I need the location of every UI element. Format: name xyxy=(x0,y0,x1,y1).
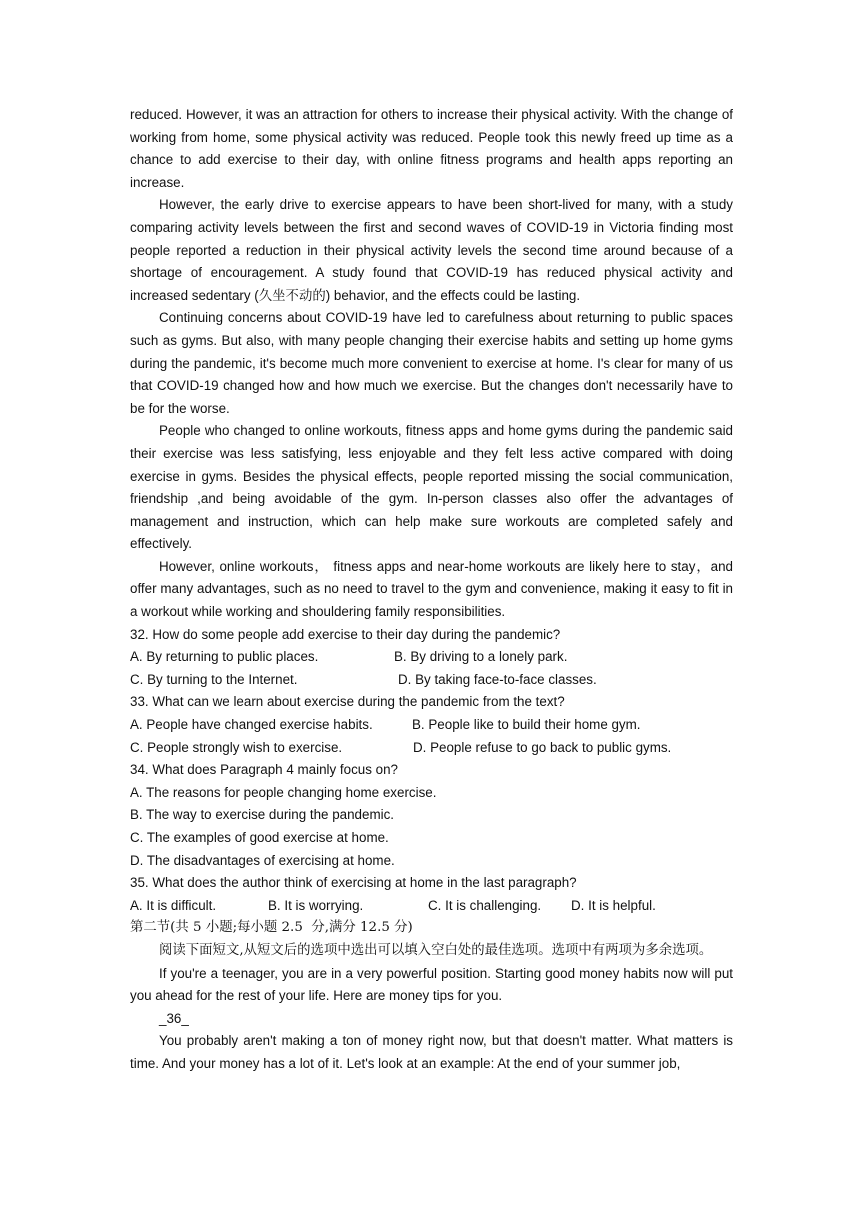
question-35-option-c: C. It is challenging. xyxy=(428,897,542,913)
question-32-stem: 32. How do some people add exercise to their day during the pandemic? xyxy=(130,626,561,642)
question-32-options-row-2 xyxy=(130,669,733,692)
question-33-option-a: A. People have changed exercise habits. xyxy=(130,717,373,733)
question-34-option-b: B. The way to exercise during the pandemic. xyxy=(130,807,394,823)
passage-paragraph-3: Continuing concerns about COVID-19 have led to carefulness about returning to public spaces such as gyms. But also, with many people changing their exercise habits and setting up home gyms during the pandemic, it's become much more convenient to exercise at home. I's clear for many of us that COVID-19 changed how and how much we exercise. But the changes don't necessarily have to be for the worse. xyxy=(130,310,733,416)
passage-paragraph-1: reduced. However, it was an attraction for others to increase their physical activity. With the change of working from home, some physical activity was reduced. People took this newly freed up time as a chance to add exercise to their day, with online fitness programs and health apps reporting an increase. xyxy=(130,107,733,190)
question-33-options-row-2 xyxy=(130,737,733,760)
passage-paragraph-5: However, online workouts， fitness apps and near-home workouts are likely here to stay，and offer many advantages, such as no need to travel to the gym and convenience, making it easy to fit in a workout while working and shouldering family responsibilities. xyxy=(130,558,733,620)
question-32-option-b: B. By driving to a lonely park. xyxy=(394,649,568,665)
passage-paragraph-4: People who changed to online workouts, fitness apps and home gyms during the pandemic said their exercise was less satisfying, less enjoyable and they felt less active compared with doing exercise in gyms. Besides the physical effects, people reported missing the social communication, friendship ,and being avoidable of the gym. In-person classes also offer the advantages of management and instruction, which can help make sure workouts are completed safely and effectively. xyxy=(130,423,733,552)
question-33-option-c: C. People strongly wish to exercise. xyxy=(130,739,343,755)
document-page xyxy=(130,104,733,1076)
question-32-option-c: C. By turning to the Internet. xyxy=(130,671,298,687)
question-35-option-a: A. It is difficult. xyxy=(130,897,217,913)
question-35-stem: 35. What does the author think of exercising at home in the last paragraph? xyxy=(130,875,577,891)
question-32-options-row-1 xyxy=(130,646,733,669)
question-33-option-d: D. People refuse to go back to public gyms. xyxy=(413,739,672,755)
question-34-stem: 34. What does Paragraph 4 mainly focus on? xyxy=(130,762,398,778)
question-35-option-d: D. It is helpful. xyxy=(571,897,656,913)
question-34-option-d: D. The disadvantages of exercising at home. xyxy=(130,852,395,868)
question-35-options-row xyxy=(130,895,733,918)
question-33-stem: 33. What can we learn about exercise during the pandemic from the text? xyxy=(130,694,565,710)
question-35-option-b: B. It is worrying. xyxy=(268,897,364,913)
question-34-option-c: C. The examples of good exercise at home. xyxy=(130,830,389,845)
question-33-option-b: B. People like to build their home gym. xyxy=(412,717,641,733)
section-2-instruction: 阅读下面短文,从短文后的选项中选出可以填入空白处的最佳选项。选项中有两项为多余选项。 xyxy=(159,942,713,958)
section-2-heading: 第二节(共 5 小题;每小题 2.5 分,满分 12.5 分) xyxy=(130,920,413,936)
passage-paragraph-2: However, the early drive to exercise appears to have been short-lived for many, with a study comparing activity levels between the first and second waves of COVID-19 in Victoria finding most people reported a reduction in their physical activity levels the second time around because of a shortage of encouragement. A study found that COVID-19 has reduced physical activity and increased sedentary (久坐不动的) behavior, and the effects could be lasting. xyxy=(130,197,733,303)
question-32-option-a: A. By returning to public places. xyxy=(130,649,319,665)
section-2-body-paragraph: You probably aren't making a ton of money right now, but that doesn't matter. What matters is time. And your money has a lot of it. Let's look at an example: At the end of your summer job, xyxy=(130,1033,733,1071)
question-32-option-d: D. By taking face-to-face classes. xyxy=(398,671,597,687)
blank-36: _36_ xyxy=(159,1010,189,1026)
question-34-option-a: A. The reasons for people changing home exercise. xyxy=(130,784,437,800)
question-33-options-row-1 xyxy=(130,714,733,737)
section-2-intro-paragraph: If you're a teenager, you are in a very powerful position. Starting good money habits now will put you ahead for the rest of your life. Here are money tips for you. xyxy=(130,965,733,1004)
